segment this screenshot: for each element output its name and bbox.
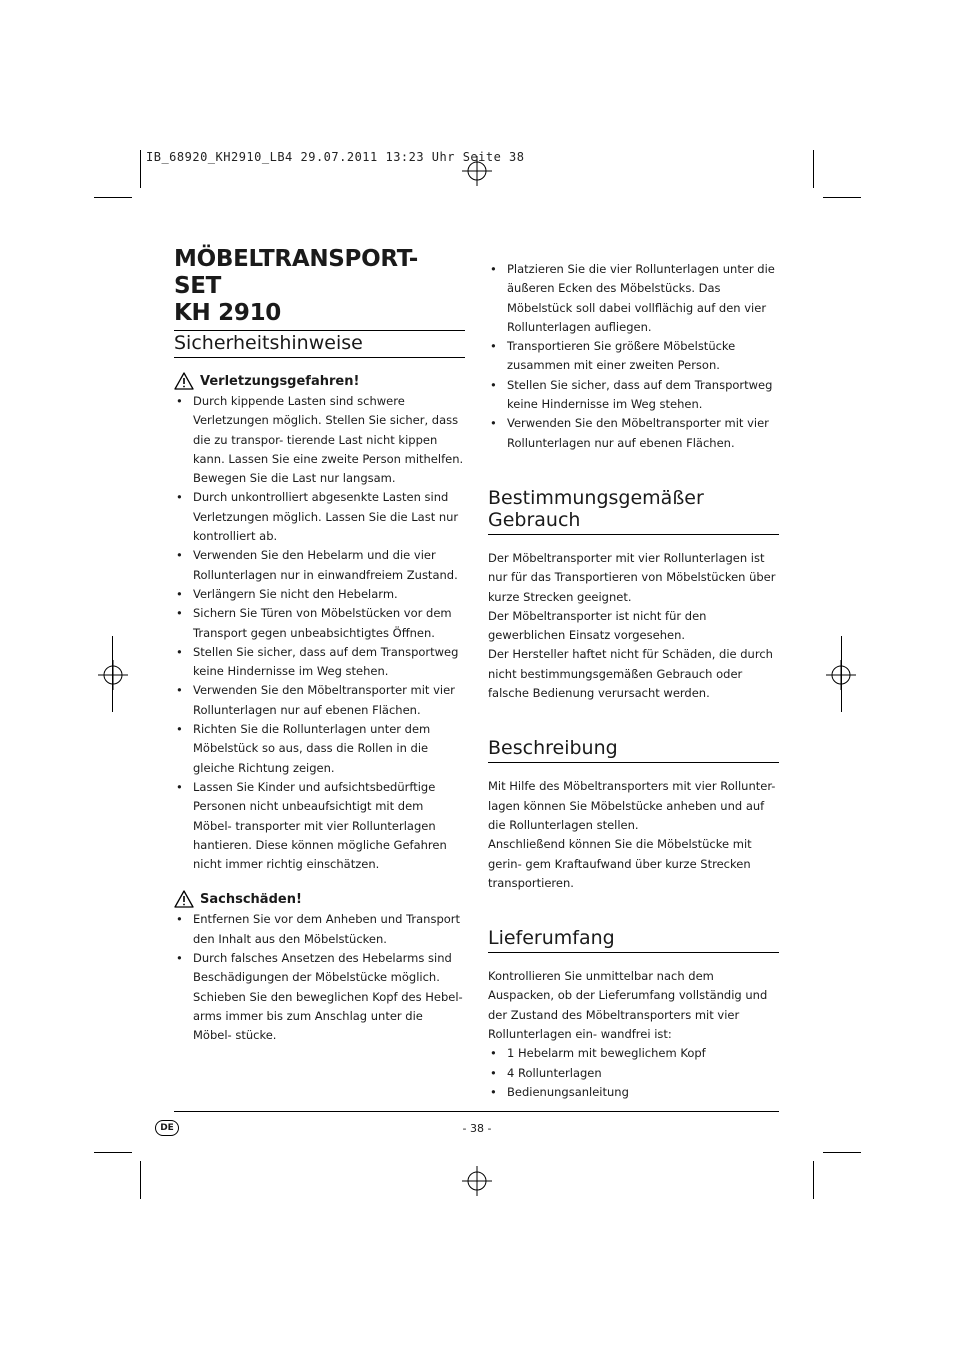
crop-mark <box>140 1161 141 1199</box>
title-line-2: KH 2910 <box>174 300 281 326</box>
list-item: • Verwenden Sie den Hebelarm und die vier Rollunterlagen nur in einwandfreiem Zustand. <box>174 546 465 585</box>
list-item: • 1 Hebelarm mit beweglichem Kopf <box>488 1044 779 1063</box>
injury-list <box>174 392 465 874</box>
page-title <box>174 246 465 331</box>
list-item: • Stellen Sie sicher, dass auf dem Transportweg keine Hindernisse im Weg stehen. <box>174 643 465 682</box>
list-item: • Bedienungsanleitung <box>488 1083 779 1102</box>
list-item: • Entfernen Sie vor dem Anheben und Transport den Inhalt aus den Möbelstücken. <box>174 910 465 949</box>
page-number: - 38 - <box>462 1122 492 1135</box>
paragraph: Der Hersteller haftet nicht für Schäden, die durch nicht bestimmungsgemäßen Gebrauch oder falsche Bedienung verursacht werden. <box>488 647 773 701</box>
safety-list-continued <box>488 260 779 453</box>
list-item: • Verlängern Sie nicht den Hebelarm. <box>174 585 465 604</box>
footer-divider <box>174 1111 779 1112</box>
print-slug: IB_68920_KH2910_LB4 29.07.2011 13:23 Uhr Seite 38 <box>146 150 525 164</box>
list-item: • Lassen Sie Kinder und aufsichtsbedürftige Personen nicht unbeaufsichtigt mit dem Möbel- transporter mit vier Rollunterlagen hantieren. Diese können mögliche Gefahren nicht immer richtig einschätzen. <box>174 778 465 874</box>
warning-label: Verletzungsgefahren! <box>200 373 360 389</box>
warning-property <box>174 890 465 908</box>
paragraph: Der Möbeltransporter mit vier Rollunterlagen ist nur für das Transportieren von Möbelstücken über kurze Strecken geeignet. <box>488 550 776 604</box>
list-item: • Sichern Sie Türen von Möbelstücken vor dem Transport gegen unbeabsichtigtes Öffnen. <box>174 604 465 643</box>
list-item: • Transportieren Sie größere Möbelstücke zusammen mit einer zweiten Person. <box>488 337 779 376</box>
scope-list <box>488 1044 779 1102</box>
section-heading-description: Beschreibung <box>488 737 779 763</box>
description-text <box>488 777 779 893</box>
list-item: • Durch falsches Ansetzen des Hebelarms sind Beschädigungen der Möbelstücke möglich. Schieben Sie den beweglichen Kopf des Hebel- arms immer bis zum Anschlag unter die Möbel- stücke. <box>174 949 465 1045</box>
warning-label: Sachschäden! <box>200 891 302 907</box>
list-item: • Richten Sie die Rollunterlagen unter dem Möbelstück so aus, dass die Rollen in die gleiche Richtung zeigen. <box>174 720 465 778</box>
warning-triangle-icon <box>174 372 194 390</box>
heading-line-2: Gebrauch <box>488 508 581 531</box>
crop-mark <box>823 197 861 198</box>
crop-mark <box>140 150 141 188</box>
property-list <box>174 910 465 1045</box>
section-heading-usage <box>488 487 779 535</box>
paragraph: Anschließend können Sie die Möbelstücke mit gerin- gem Kraftaufwand über kurze Strecken transportieren. <box>488 837 752 890</box>
crop-mark <box>823 1152 861 1153</box>
crop-mark <box>841 636 842 712</box>
crop-mark <box>813 1161 814 1199</box>
language-badge: DE <box>155 1120 179 1136</box>
crop-mark <box>94 1152 132 1153</box>
right-column <box>488 260 779 1102</box>
crop-mark <box>112 636 113 712</box>
section-heading-scope: Lieferumfang <box>488 927 779 953</box>
list-item: • Verwenden Sie den Möbeltransporter mit vier Rollunterlagen nur auf ebenen Flächen. <box>488 414 779 453</box>
list-item: • Durch unkontrolliert abgesenkte Lasten sind Verletzungen möglich. Lassen Sie die Last nur kontrolliert ab. <box>174 488 465 546</box>
registration-mark-icon <box>462 1166 492 1196</box>
section-heading-safety: Sicherheitshinweise <box>174 332 465 358</box>
registration-mark-icon <box>98 660 128 690</box>
list-item: • Stellen Sie sicher, dass auf dem Transportweg keine Hindernisse im Weg stehen. <box>488 376 779 415</box>
paragraph: Kontrollieren Sie unmittelbar nach dem Auspacken, ob der Lieferumfang vollständig und der Zustand des Möbeltransporters mit vier Rollunterlagen ein- wandfrei ist: <box>488 969 768 1042</box>
list-item: • Platzieren Sie die vier Rollunterlagen unter die äußeren Ecken des Möbelstücks. Das Möbelstück soll dabei vollflächig auf den vier Rollunterlagen aufliegen. <box>488 260 779 337</box>
warning-triangle-icon <box>174 890 194 908</box>
scope-text <box>488 967 779 1102</box>
paragraph: Mit Hilfe des Möbeltransporters mit vier Rollunter- lagen können Sie Möbelstücke anheben und auf die Rollunterlagen stellen. <box>488 779 776 832</box>
warning-injury <box>174 372 465 390</box>
list-item: • Durch kippende Lasten sind schwere Verletzungen möglich. Stellen Sie sicher, dass die zu transpor- tierende Last nicht kippen kann. Lassen Sie eine zweite Person mithelfen. Bewegen Sie die Last nur langsam. <box>174 392 465 488</box>
crop-mark <box>813 150 814 188</box>
usage-text <box>488 549 779 703</box>
paragraph: Der Möbeltransporter ist nicht für den gewerblichen Einsatz vorgesehen. <box>488 608 707 643</box>
title-line-1: MÖBELTRANSPORT-SET <box>174 246 418 299</box>
list-item: • Verwenden Sie den Möbeltransporter mit vier Rollunterlagen nur auf ebenen Flächen. <box>174 681 465 720</box>
crop-mark <box>94 197 132 198</box>
left-column <box>174 332 465 1046</box>
heading-line-1: Bestimmungsgemäßer <box>488 486 704 509</box>
list-item: • 4 Rollunterlagen <box>488 1064 779 1083</box>
